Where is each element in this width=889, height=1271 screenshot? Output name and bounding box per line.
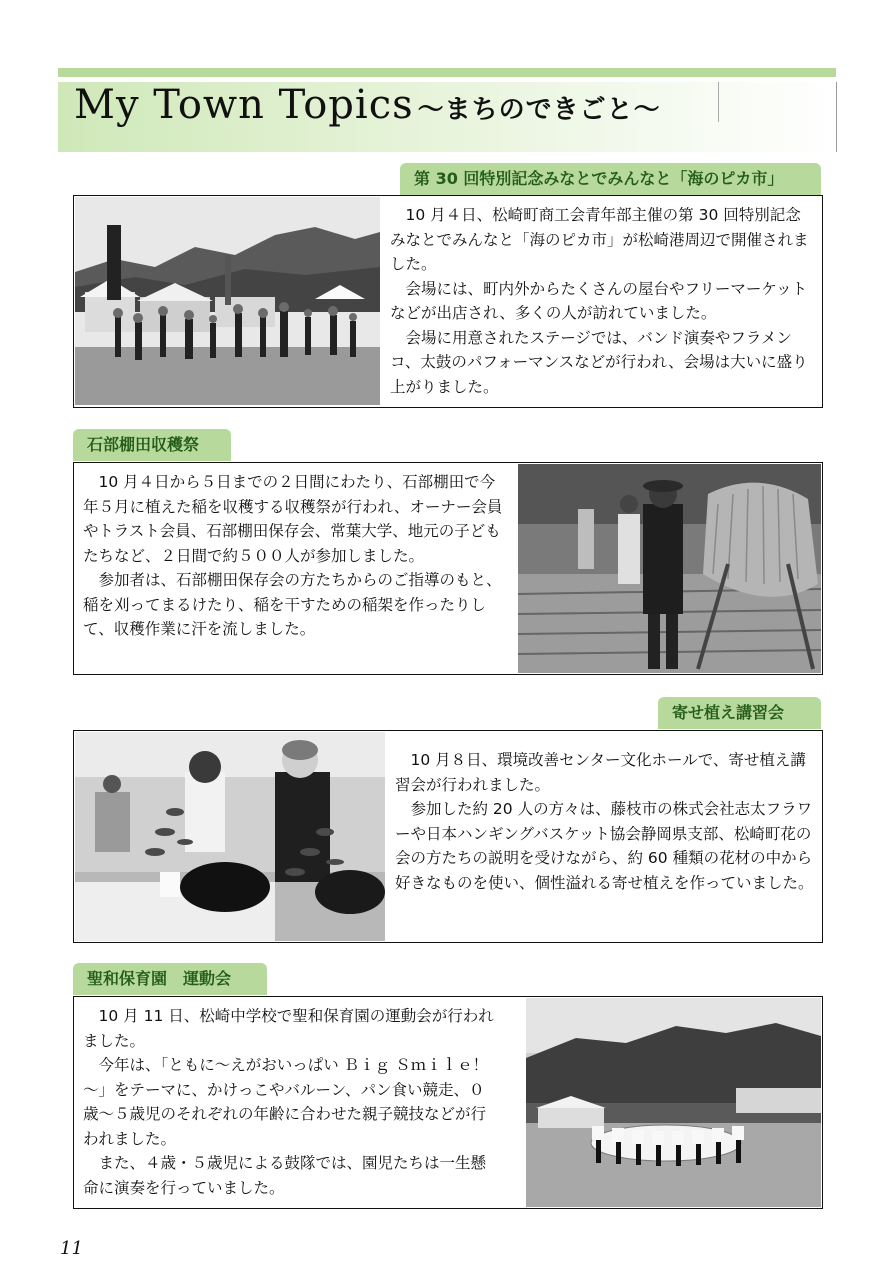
sports-day-photo (526, 998, 821, 1207)
article-4-photo (526, 998, 821, 1207)
header-top-bar (58, 68, 836, 77)
article-2-text (83, 470, 508, 642)
page-title (74, 82, 661, 133)
page-number: 11 (60, 1238, 83, 1259)
rice-harvest-photo (518, 464, 821, 673)
article-2-title: 石部棚田収穫祭 (73, 429, 231, 461)
article-1-title: 第 30 回特別記念みなとでみんなと「海のピカ市」 (400, 163, 821, 195)
article-3-paragraph: 10 月８日、環境改善センター文化ホールで、寄せ植え講習会が行われました。 (395, 751, 806, 794)
article-3-text (395, 748, 815, 895)
article-4-paragraph: 10 月 11 日、松崎中学校で聖和保育園の運動会が行われました。 (83, 1007, 494, 1050)
article-2-photo (518, 464, 821, 673)
article-4-text (83, 1004, 498, 1200)
article-4-paragraph: また、４歳・５歳児による鼓隊では、園児たちは一生懸命に演奏を行っていました。 (83, 1154, 487, 1197)
article-4-paragraph: 今年は、「ともに～えがおいっぱい Ｂｉｇ Ｓｍｉｌｅ！～」をテーマに、かけっこやバルーン、パン食い競走、０歳～５歳児のそれぞれの年齢に合わせた親子競技などが行われました。 (83, 1056, 489, 1148)
flower-arrangement-photo (75, 732, 385, 941)
article-3-title: 寄せ植え講習会 (658, 697, 821, 729)
article-3-paragraph: 参加した約 20 人の方々は、藤枝市の株式会社志太フラワーや日本ハンギングバスケット協会静岡県支部、松崎町花の会の方たちの説明を受けながら、約 60 種類の花材の中から好きなものを使い、個性溢れる寄せ植えを作っていました。 (395, 800, 814, 892)
article-1-photo (75, 197, 380, 405)
page-title-main: My Town Topics (74, 82, 414, 128)
page-title-subtitle: ～まちのできごと～ (417, 95, 661, 125)
article-1-paragraph: 会場には、町内外からたくさんの屋台やフリーマーケットなどが出店され、多くの人が訪れていました。 (390, 279, 808, 322)
article-3-photo (75, 732, 385, 941)
article-4-title: 聖和保育園 運動会 (73, 963, 267, 995)
article-2-paragraph: 参加者は、石部棚田保存会の方たちからのご指導のもと、稲を刈ってまるけたり、稲を干すための稲架を作ったりして、収穫作業に汗を流しました。 (83, 571, 502, 638)
article-1-text (390, 203, 815, 399)
header-divider (718, 82, 719, 122)
article-1-paragraph: 10 月４日、松崎町商工会青年部主催の第 30 回特別記念みなとでみんなと「海のピカ市」が松崎港周辺で開催されました。 (390, 206, 809, 273)
article-2-paragraph: 10 月４日から５日までの２日間にわたり、石部棚田で今年５月に植えた稲を収穫する収穫祭が行われ、オーナー会員やトラスト会員、石部棚田保存会、常葉大学、地元の子どもたちなど、２日間で約５００人が参加しました。 (83, 473, 503, 565)
market-festival-photo (75, 197, 380, 405)
article-1-paragraph: 会場に用意されたステージでは、バンド演奏やフラメンコ、太鼓のパフォーマンスなどが行われ、会場は大いに盛り上がりました。 (390, 328, 808, 396)
